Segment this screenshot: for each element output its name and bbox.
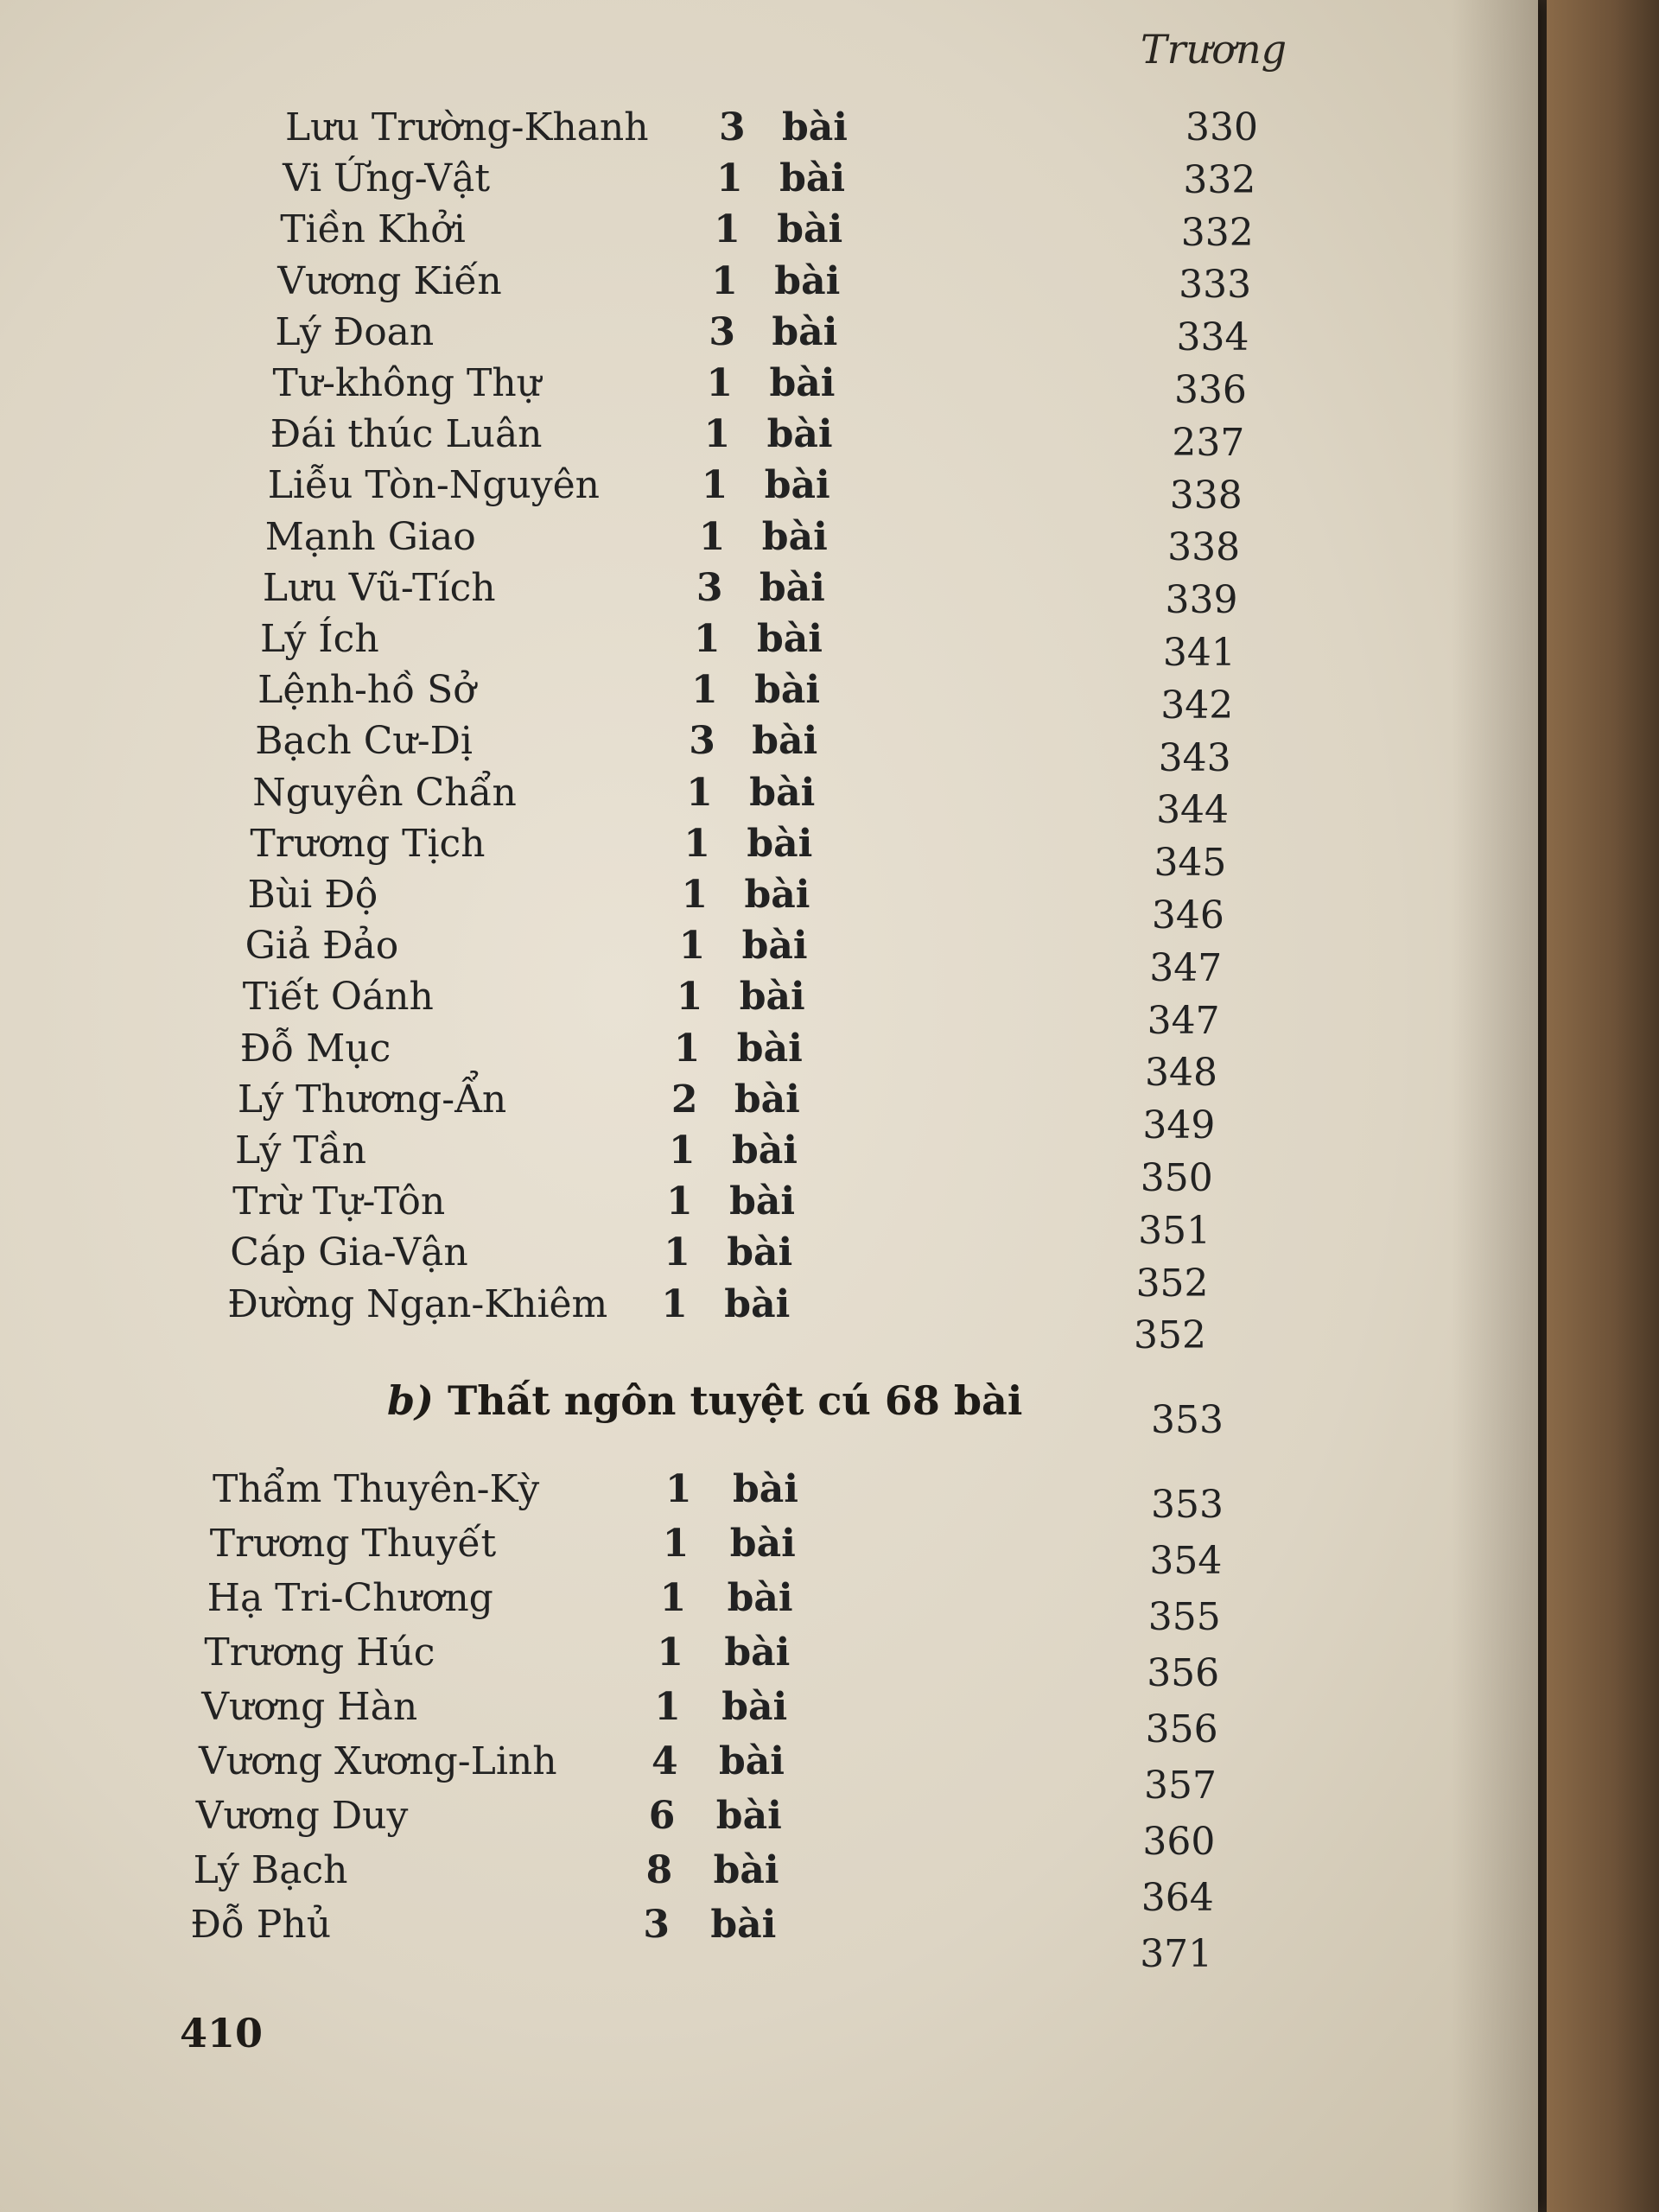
- entry-unit: bài: [729, 1179, 796, 1224]
- entry-name: Mạnh Giao: [264, 514, 476, 559]
- entry-unit: bài: [724, 1281, 791, 1326]
- entry-unit: bài: [779, 156, 846, 201]
- entry-row: [267, 463, 1305, 518]
- entry-count: 1: [703, 412, 731, 457]
- entry-count: 1: [665, 1467, 692, 1511]
- entry-page: 332: [1183, 157, 1256, 202]
- entry-name: Đỗ Phủ: [190, 1903, 332, 1947]
- entry-unit: bài: [741, 924, 808, 969]
- entry-row: [280, 207, 1317, 256]
- entry-page: 354: [1149, 1539, 1223, 1583]
- entry-page: 341: [1162, 631, 1236, 675]
- entry-unit: bài: [757, 617, 823, 661]
- entry-unit: bài: [766, 412, 833, 457]
- entry-count: 1: [654, 1685, 681, 1729]
- entry-page: 332: [1180, 210, 1254, 255]
- section-b-heading: [387, 1377, 1022, 1424]
- entry-row: [245, 924, 1282, 990]
- entry-name: Vương Xương-Linh: [199, 1739, 557, 1783]
- section-b-label: b): [387, 1377, 434, 1424]
- entry-unit: bài: [752, 719, 818, 764]
- entry-row: [193, 1848, 1230, 1920]
- entry-name: Lưu Vũ-Tích: [262, 565, 496, 610]
- entry-page: 360: [1142, 1820, 1216, 1864]
- entry-count: 3: [689, 719, 715, 764]
- entry-row: [257, 668, 1294, 728]
- entry-page: 347: [1149, 945, 1223, 990]
- entry-count: 1: [678, 924, 706, 969]
- entry-page: 330: [1185, 105, 1258, 149]
- entry-unit: bài: [736, 1026, 803, 1071]
- entry-name: Tiết Oánh: [242, 975, 434, 1020]
- entry-unit: bài: [774, 258, 841, 303]
- entry-name: Lý Đoan: [275, 309, 435, 354]
- entry-row: [285, 105, 1322, 154]
- entry-name: Bùi Độ: [247, 873, 378, 917]
- entry-page: 339: [1165, 578, 1238, 623]
- entry-page: 355: [1147, 1595, 1221, 1639]
- entry-name: Trương Tịch: [250, 821, 486, 866]
- entry-row: [190, 1903, 1227, 1976]
- entry-count: 1: [716, 156, 743, 201]
- column-header: Trương: [1141, 26, 1287, 73]
- entry-page: 343: [1158, 735, 1231, 780]
- entry-name: Bạch Cư-Dị: [255, 719, 473, 764]
- entry-row: [262, 565, 1300, 623]
- entry-name: Vương Duy: [195, 1794, 409, 1838]
- entry-unit: bài: [744, 873, 810, 917]
- entry-unit: bài: [782, 105, 848, 149]
- entry-name: Thẩm Thuyên-Kỳ: [213, 1467, 540, 1511]
- entry-count: 1: [694, 617, 721, 661]
- entry-row: [207, 1576, 1244, 1639]
- entry-unit: bài: [733, 1467, 798, 1511]
- entry-page: 353: [1151, 1483, 1224, 1527]
- entry-unit: bài: [727, 1230, 793, 1275]
- entry-unit: bài: [772, 309, 838, 354]
- entry-name: Trương Húc: [204, 1630, 435, 1675]
- entry-unit: bài: [749, 770, 816, 815]
- entry-count: 1: [714, 207, 741, 252]
- entry-page: 356: [1145, 1707, 1218, 1751]
- entry-name: Nguyên Chẩn: [252, 770, 517, 815]
- entry-unit: bài: [727, 1576, 793, 1620]
- entry-row: [209, 1522, 1247, 1583]
- entry-name: Trừ Tự-Tôn: [232, 1179, 446, 1224]
- entry-count: 1: [698, 514, 726, 559]
- entry-name: Lý Thương-Ẩn: [237, 1077, 507, 1122]
- entry-unit: bài: [724, 1630, 791, 1675]
- entry-row: [235, 1128, 1272, 1200]
- entry-count: 3: [709, 309, 736, 354]
- entry-page: 356: [1147, 1651, 1220, 1695]
- entry-count: 1: [661, 1281, 688, 1326]
- entry-page: 344: [1156, 788, 1230, 833]
- entry-row: [204, 1630, 1241, 1695]
- entry-page: 333: [1179, 263, 1252, 308]
- entry-row: [255, 719, 1292, 780]
- entry-unit: bài: [761, 514, 828, 559]
- entry-row: [270, 412, 1307, 465]
- entry-name: Vương Hàn: [201, 1685, 418, 1729]
- entry-page: 357: [1144, 1764, 1217, 1808]
- entry-page: 342: [1160, 683, 1234, 728]
- entry-unit: bài: [764, 463, 830, 508]
- entry-row: [277, 259, 1314, 308]
- entry-count: 3: [696, 565, 723, 610]
- entry-unit: bài: [734, 1077, 800, 1122]
- entry-unit: bài: [732, 1128, 798, 1173]
- entry-page: 348: [1145, 1051, 1217, 1096]
- entry-unit: bài: [769, 361, 836, 405]
- entry-row: [239, 1026, 1277, 1096]
- section-b-title: Thất ngôn tuyệt cú 68 bài: [447, 1377, 1023, 1424]
- entry-name: Đỗ Mục: [239, 1026, 391, 1071]
- entry-row: [242, 975, 1280, 1043]
- entry-page: 338: [1169, 473, 1243, 518]
- entry-unit: bài: [721, 1685, 788, 1729]
- entry-row: [252, 770, 1289, 833]
- entry-count: 1: [683, 821, 711, 866]
- entry-count: 1: [657, 1630, 684, 1675]
- entry-count: 1: [662, 1522, 690, 1566]
- entry-page: 346: [1151, 893, 1224, 938]
- entry-count: 1: [706, 361, 734, 405]
- section-b-page: 353: [1151, 1398, 1224, 1442]
- entry-row: [227, 1281, 1264, 1358]
- entry-name: Liễu Tòn-Nguyên: [267, 463, 600, 508]
- entry-count: 1: [669, 1128, 696, 1173]
- entry-name: Cáp Gia-Vận: [230, 1230, 468, 1275]
- entry-row: [195, 1794, 1233, 1864]
- entry-page: 347: [1147, 998, 1220, 1043]
- entry-name: Vương Kiến: [277, 258, 502, 303]
- entry-count: 8: [645, 1848, 673, 1892]
- entry-name: Vi Ứng-Vật: [283, 156, 491, 201]
- entry-row: [213, 1467, 1249, 1527]
- entry-count: 4: [652, 1739, 678, 1783]
- entry-page: 364: [1141, 1876, 1214, 1920]
- entry-count: 1: [681, 873, 709, 917]
- entry-unit: bài: [710, 1903, 777, 1947]
- entry-page: 371: [1140, 1932, 1213, 1976]
- entry-name: Tư-không Thự: [272, 361, 542, 405]
- entry-name: Lưu Trường-Khanh: [285, 105, 649, 149]
- entry-row: [273, 361, 1310, 410]
- page-shadow: [1452, 0, 1538, 2212]
- entry-count: 3: [643, 1903, 671, 1947]
- entry-count: 1: [711, 258, 738, 303]
- entry-name: Lý Bạch: [193, 1848, 348, 1892]
- entry-name: Lý Tần: [235, 1128, 366, 1173]
- background-object: [1547, 0, 1659, 2212]
- entry-row: [201, 1685, 1238, 1751]
- entry-name: Giả Đảo: [245, 924, 399, 969]
- entry-page: 338: [1167, 525, 1241, 570]
- entry-count: 1: [691, 668, 718, 713]
- entry-unit: bài: [715, 1794, 782, 1838]
- entry-row: [247, 873, 1285, 938]
- entry-page: 345: [1154, 841, 1227, 886]
- entry-page: 336: [1173, 368, 1247, 412]
- entry-unit: bài: [747, 821, 813, 866]
- entry-count: 1: [676, 975, 703, 1020]
- entry-count: 1: [686, 770, 713, 815]
- entry-row: [237, 1077, 1274, 1148]
- entry-page: 351: [1138, 1208, 1211, 1253]
- entry-unit: bài: [719, 1739, 785, 1783]
- entry-unit: bài: [754, 668, 821, 713]
- entry-row: [250, 821, 1287, 886]
- entry-unit: bài: [729, 1522, 796, 1566]
- entry-unit: bài: [739, 975, 805, 1020]
- entry-row: [283, 156, 1319, 205]
- entry-count: 2: [671, 1077, 698, 1122]
- entry-count: 1: [666, 1179, 693, 1224]
- entry-page: 334: [1176, 315, 1249, 360]
- page-number: 410: [180, 2010, 264, 2056]
- entry-page: 350: [1140, 1156, 1213, 1200]
- entry-count: 1: [664, 1230, 690, 1275]
- entry-count: 1: [673, 1026, 701, 1071]
- entry-count: 6: [648, 1794, 676, 1838]
- entry-name: Đái thúc Luân: [270, 412, 543, 457]
- entry-name: Tiền Khởi: [280, 207, 466, 252]
- entry-page: 352: [1135, 1261, 1209, 1306]
- entry-row: [264, 514, 1302, 570]
- entry-row: [275, 310, 1312, 359]
- entry-unit: bài: [777, 207, 843, 252]
- entry-unit: bài: [759, 565, 825, 610]
- entry-name: Trương Thuyết: [209, 1522, 497, 1566]
- entry-name: Đường Ngạn-Khiêm: [227, 1281, 608, 1326]
- entry-row: [199, 1739, 1236, 1808]
- entry-count: 1: [701, 463, 728, 508]
- entry-unit: bài: [713, 1848, 779, 1892]
- entry-count: 1: [659, 1576, 687, 1620]
- entry-count: 3: [719, 105, 746, 149]
- entry-name: Lý Ích: [260, 617, 379, 661]
- entry-page: 352: [1133, 1313, 1206, 1358]
- entry-name: Hạ Tri-Chương: [207, 1576, 493, 1620]
- entry-name: Lệnh-hồ Sở: [257, 668, 476, 713]
- entry-page: 237: [1172, 420, 1245, 465]
- entry-page: 349: [1142, 1103, 1216, 1148]
- entry-row: [260, 617, 1297, 675]
